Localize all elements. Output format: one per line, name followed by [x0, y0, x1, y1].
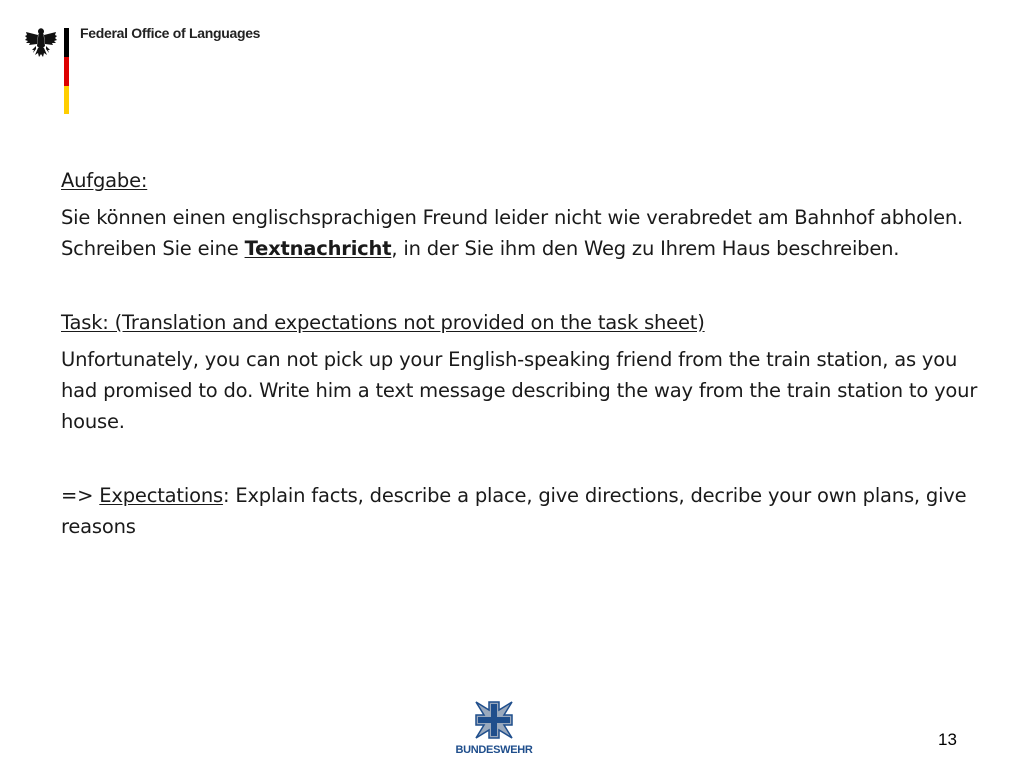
german-bold-word: Textnachricht — [244, 237, 392, 260]
bundeswehr-logo — [452, 700, 536, 762]
header — [24, 24, 324, 120]
task-content — [61, 165, 981, 542]
federal-eagle-icon — [24, 26, 58, 60]
english-heading — [61, 307, 981, 338]
iron-cross-icon — [474, 700, 514, 740]
bundeswehr-text: BUNDESWEHR — [455, 744, 533, 756]
german-text-after: , in der Sie ihm den Weg zu Ihrem Haus beschreiben. — [391, 237, 900, 260]
page-number: 13 — [938, 730, 957, 749]
expectations-text: : Explain facts, describe a place, give directions, decribe your own plans, give reasons — [61, 484, 967, 538]
english-text: Unfortunately, you can not pick up your English-speaking friend from the train station, as you had promised to do. Write him a text message describing the way from the train station to your house. — [61, 348, 978, 433]
german-paragraph — [61, 202, 981, 264]
german-heading-text: Aufgabe: — [61, 169, 148, 192]
office-name: Federal Office of Languages — [80, 25, 261, 41]
german-flag-bar — [64, 28, 69, 114]
english-paragraph — [61, 344, 981, 437]
expectations-paragraph — [61, 480, 981, 542]
german-text-before: Sie können einen englischsprachigen Freund leider nicht wie verabredet am Bahnhof abholen. Schreiben Sie eine — [61, 206, 964, 260]
spacer — [61, 437, 981, 480]
german-heading — [61, 165, 981, 196]
english-heading-text: Task: (Translation and expectations not provided on the task sheet) — [61, 311, 705, 334]
expectations-label: Expectations — [99, 484, 223, 507]
spacer — [61, 264, 981, 307]
expectations-prefix: => — [61, 484, 100, 507]
